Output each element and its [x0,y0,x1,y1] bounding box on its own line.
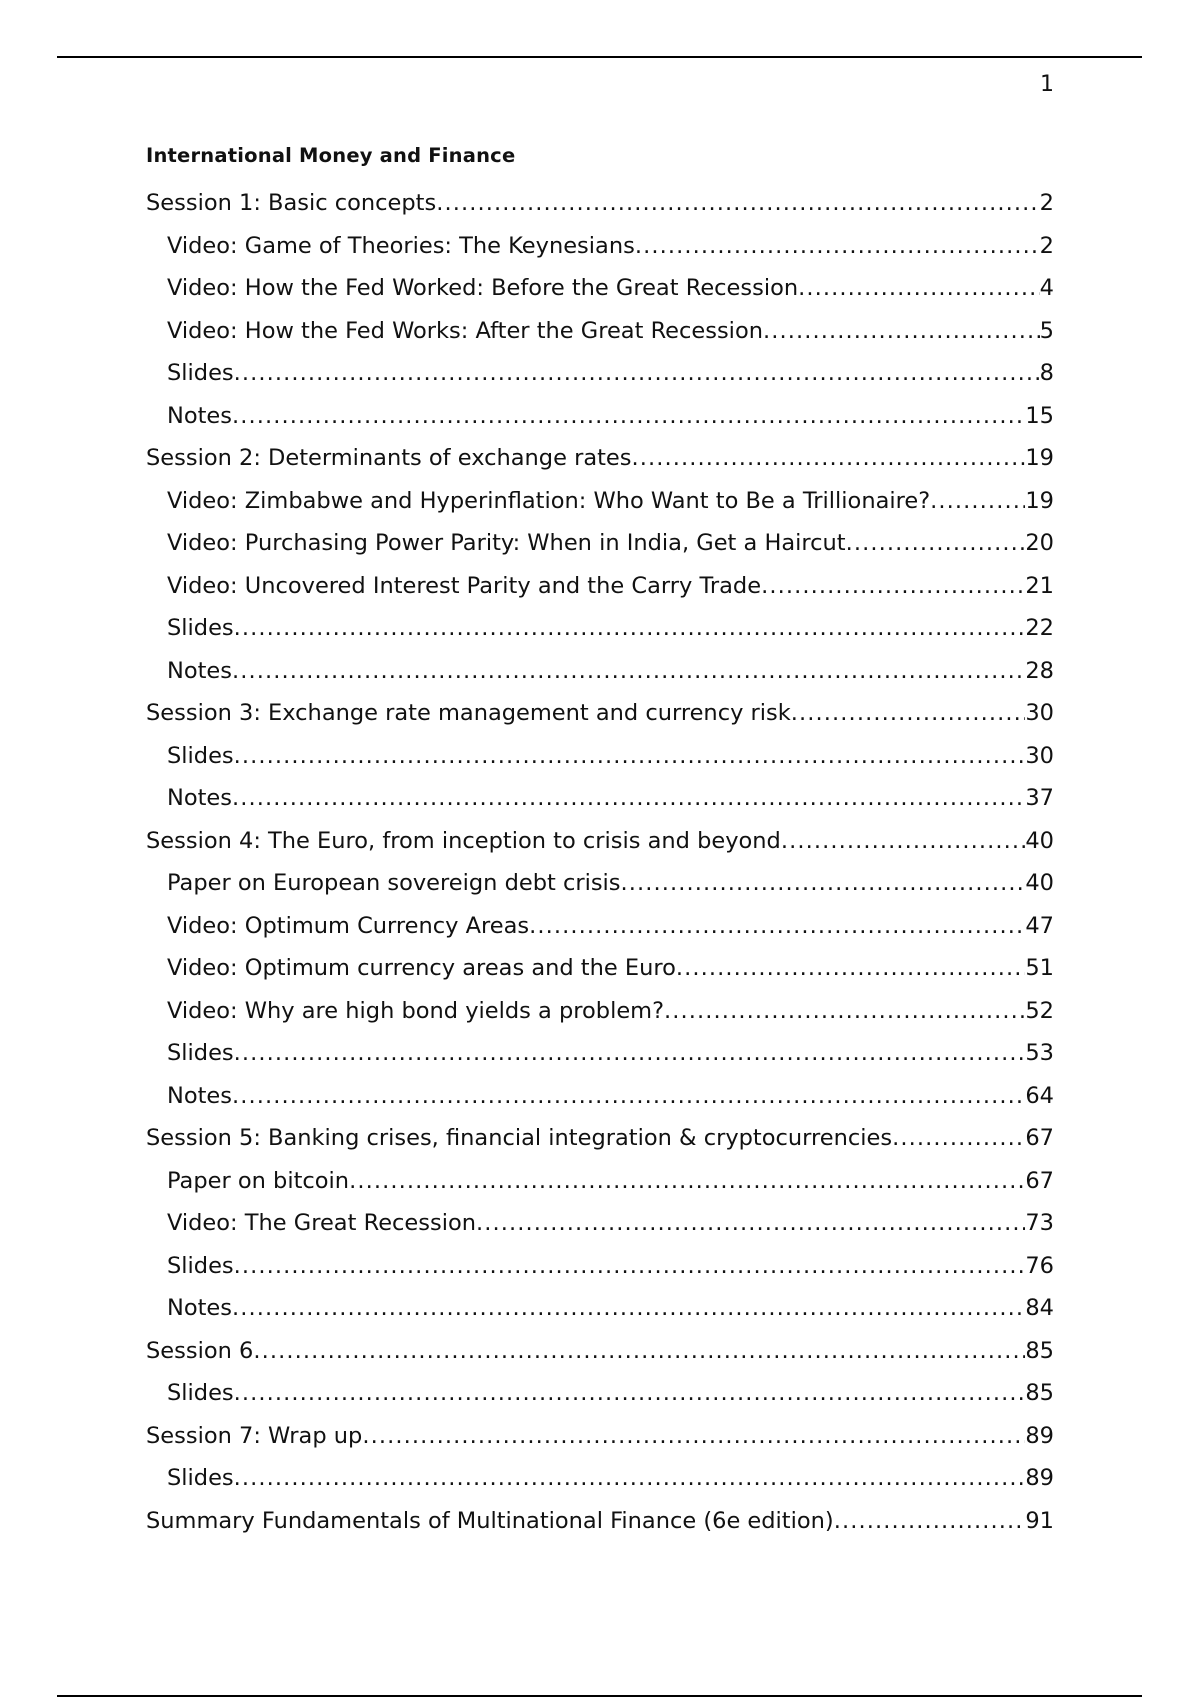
toc-entry-page-number: 19 [1025,487,1054,514]
toc-entry-label: Slides [167,1040,234,1066]
toc-entry-page-number: 91 [1025,1507,1054,1534]
toc-entry-page-number: 28 [1025,657,1054,684]
toc-entry-page-number: 15 [1025,402,1054,429]
toc-dot-leader [791,692,1026,735]
toc-entry-subitem[interactable] [146,267,1054,310]
toc-entry-subitem[interactable] [146,1457,1054,1500]
toc-entry-page-number: 4 [1039,275,1054,301]
toc-entry-label: Video: The Great Recession [167,1210,476,1236]
toc-entry-page-number: 67 [1025,1125,1054,1151]
toc-dot-leader [234,1372,1026,1415]
page-number: 1 [1040,72,1054,97]
toc-entry-subitem[interactable] [146,777,1054,820]
toc-entry-subitem[interactable] [146,480,1054,523]
toc-entry-page-number: 2 [1039,232,1054,259]
toc-entry-subitem[interactable] [146,1372,1054,1415]
toc-dot-leader [232,650,1025,693]
toc-entry-session[interactable] [146,182,1054,225]
toc-entry-label: Video: Purchasing Power Parity: When in India, Get a Haircut [167,530,846,556]
toc-entry-page-number: 89 [1025,1465,1054,1491]
toc-entry-page-number: 64 [1025,1082,1054,1109]
toc-entry-page-number: 30 [1025,700,1054,726]
toc-entry-page-number: 2 [1039,190,1054,216]
toc-dot-leader [253,1330,1025,1373]
toc-entry-page-number: 8 [1039,360,1054,386]
toc-entry-page-number: 5 [1039,317,1054,344]
toc-dot-leader [632,437,1026,480]
toc-entry-page-number: 52 [1025,997,1054,1024]
toc-entry-label: Video: Why are high bond yields a problem? [167,997,665,1024]
toc-entry-subitem[interactable] [146,947,1054,990]
toc-dot-leader [232,777,1025,820]
toc-dot-leader [664,990,1025,1033]
toc-entry-page-number: 73 [1025,1210,1054,1236]
toc-dot-leader [621,862,1026,905]
toc-dot-leader [234,735,1026,778]
toc-entry-subitem[interactable] [146,905,1054,948]
toc-dot-leader [529,905,1025,948]
toc-dot-leader [930,480,1025,523]
toc-entry-label: Slides [167,360,234,386]
toc-entry-subitem[interactable] [146,735,1054,778]
toc-entry-session[interactable] [146,1500,1054,1543]
toc-dot-leader [781,820,1026,863]
toc-entry-page-number: 53 [1025,1040,1054,1066]
toc-entry-label: Video: Zimbabwe and Hyperinflation: Who Want to Be a Trillionaire? [167,487,931,514]
toc-entry-session[interactable] [146,1330,1054,1373]
toc-entry-subitem[interactable] [146,565,1054,608]
toc-dot-leader [676,947,1025,990]
toc-entry-session[interactable] [146,692,1054,735]
toc-entry-page-number: 47 [1025,912,1054,939]
toc-entry-page-number: 40 [1025,870,1054,896]
toc-entry-subitem[interactable] [146,607,1054,650]
toc-dot-leader [834,1500,1026,1543]
toc-entry-label: Notes [167,1082,232,1109]
toc-entry-label: Session 6 [146,1337,254,1364]
toc-entry-label: Session 4: The Euro, from inception to crisis and beyond [146,827,781,854]
table-of-contents [146,182,1054,1542]
toc-entry-page-number: 19 [1025,445,1054,471]
toc-dot-leader [798,267,1040,310]
toc-dot-leader [362,1415,1025,1458]
toc-entry-label: Slides [167,1465,234,1491]
toc-entry-label: Video: Optimum currency areas and the Euro [167,955,676,981]
toc-entry-page-number: 22 [1025,615,1054,641]
toc-entry-label: Video: How the Fed Worked: Before the Great Recession [167,275,799,301]
toc-entry-subitem[interactable] [146,1160,1054,1203]
toc-entry-subitem[interactable] [146,352,1054,395]
toc-dot-leader [635,225,1040,268]
toc-dot-leader [234,352,1040,395]
toc-entry-session[interactable] [146,820,1054,863]
toc-entry-page-number: 40 [1025,827,1054,854]
toc-entry-label: Notes [167,657,232,684]
toc-dot-leader [234,607,1026,650]
toc-entry-page-number: 21 [1025,572,1054,599]
toc-dot-leader [349,1160,1025,1203]
toc-entry-subitem[interactable] [146,1075,1054,1118]
toc-entry-subitem[interactable] [146,1202,1054,1245]
toc-entry-session[interactable] [146,1415,1054,1458]
toc-entry-subitem[interactable] [146,650,1054,693]
toc-entry-label: Video: Uncovered Interest Parity and the Carry Trade [167,572,762,599]
toc-entry-page-number: 84 [1025,1295,1054,1321]
toc-entry-label: Slides [167,615,234,641]
header-rule [57,56,1142,58]
toc-entry-label: Video: Game of Theories: The Keynesians [167,232,635,259]
toc-entry-label: Slides [167,1252,234,1279]
toc-dot-leader [232,1287,1025,1330]
document-title: International Money and Finance [146,144,516,167]
toc-entry-label: Notes [167,1295,232,1321]
toc-entry-subitem[interactable] [146,522,1054,565]
toc-dot-leader [436,182,1039,225]
toc-entry-label: Video: How the Fed Works: After the Great Recession [167,317,763,344]
toc-entry-label: Slides [167,742,234,769]
toc-entry-subitem[interactable] [146,990,1054,1033]
toc-entry-page-number: 67 [1025,1167,1054,1194]
toc-entry-page-number: 85 [1025,1337,1054,1364]
toc-entry-label: Session 5: Banking crises, financial integration & cryptocurrencies [146,1125,893,1151]
toc-entry-label: Paper on European sovereign debt crisis [167,870,621,896]
toc-entry-page-number: 85 [1025,1380,1054,1406]
toc-entry-subitem[interactable] [146,862,1054,905]
toc-entry-label: Video: Optimum Currency Areas [167,912,530,939]
toc-entry-subitem[interactable] [146,395,1054,438]
toc-entry-subitem[interactable] [146,1287,1054,1330]
toc-entry-label: Session 2: Determinants of exchange rates [146,445,632,471]
toc-entry-label: Notes [167,785,232,811]
toc-dot-leader [232,1075,1025,1118]
toc-entry-label: Session 7: Wrap up [146,1422,363,1449]
toc-dot-leader [892,1117,1025,1160]
toc-entry-subitem[interactable] [146,1245,1054,1288]
toc-entry-subitem[interactable] [146,225,1054,268]
toc-entry-page-number: 30 [1025,742,1054,769]
toc-dot-leader [234,1245,1026,1288]
toc-entry-label: Summary Fundamentals of Multinational Finance (6e edition) [146,1507,834,1534]
toc-entry-page-number: 51 [1025,955,1054,981]
toc-entry-label: Session 3: Exchange rate management and currency risk [146,700,791,726]
toc-dot-leader [763,310,1040,353]
toc-dot-leader [232,395,1025,438]
toc-dot-leader [476,1202,1025,1245]
toc-entry-subitem[interactable] [146,1032,1054,1075]
toc-dot-leader [234,1032,1026,1075]
toc-entry-label: Slides [167,1380,234,1406]
toc-entry-subitem[interactable] [146,310,1054,353]
toc-dot-leader [761,565,1025,608]
toc-entry-label: Paper on bitcoin [167,1167,350,1194]
toc-entry-page-number: 89 [1025,1422,1054,1449]
toc-entry-label: Session 1: Basic concepts [146,190,437,216]
toc-dot-leader [234,1457,1026,1500]
toc-entry-page-number: 37 [1025,785,1054,811]
toc-entry-session[interactable] [146,437,1054,480]
toc-entry-page-number: 76 [1025,1252,1054,1279]
toc-entry-page-number: 20 [1025,530,1054,556]
toc-entry-label: Notes [167,402,232,429]
footer-rule [57,1695,1142,1697]
toc-dot-leader [846,522,1026,565]
toc-entry-session[interactable] [146,1117,1054,1160]
